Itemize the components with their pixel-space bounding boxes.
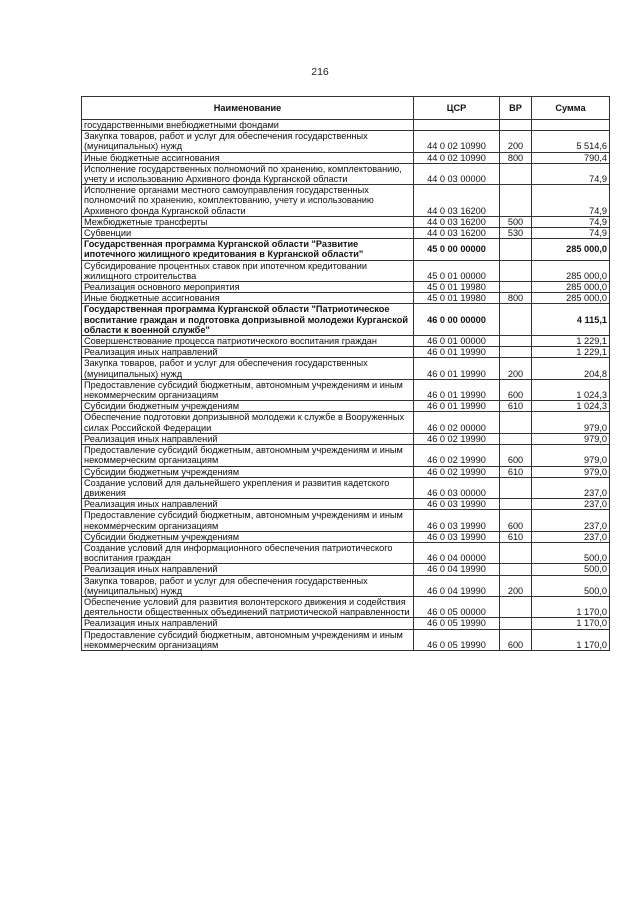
cell-sum: 74,9	[532, 185, 610, 217]
cell-vr	[500, 499, 532, 510]
cell-sum: 979,0	[532, 412, 610, 433]
cell-name: Межбюджетные трансферты	[82, 216, 414, 227]
cell-sum: 1 170,0	[532, 596, 610, 617]
cell-vr	[500, 564, 532, 575]
cell-csr: 44 0 03 16200	[414, 185, 500, 217]
cell-sum: 74,9	[532, 228, 610, 239]
cell-name: Реализация иных направлений	[82, 564, 414, 575]
table-row	[82, 185, 610, 217]
cell-sum: 1 024,3	[532, 379, 610, 400]
table-row	[82, 433, 610, 444]
cell-vr: 800	[500, 152, 532, 163]
cell-sum: 979,0	[532, 433, 610, 444]
cell-name: Иные бюджетные ассигнования	[82, 293, 414, 304]
cell-vr: 610	[500, 531, 532, 542]
table-row	[82, 152, 610, 163]
cell-vr: 610	[500, 466, 532, 477]
table-row	[82, 379, 610, 400]
table-row	[82, 466, 610, 477]
cell-name: Субсидирование процентных ставок при ипотечном кредитовании жилищного строительства	[82, 260, 414, 281]
table-row	[82, 564, 610, 575]
cell-csr: 46 0 01 19990	[414, 358, 500, 379]
table-row	[82, 358, 610, 379]
cell-vr	[500, 260, 532, 281]
cell-csr: 46 0 04 00000	[414, 542, 500, 563]
cell-vr	[500, 239, 532, 260]
cell-name: Закупка товаров, работ и услуг для обеспечения государственных (муниципальных) нужд	[82, 358, 414, 379]
header-csr: ЦСР	[414, 97, 500, 120]
table-row	[82, 120, 610, 131]
cell-name: Исполнение государственных полномочий по хранению, комплектованию, учету и использованию Архивного фонда Курганской области	[82, 163, 414, 184]
page-number: 216	[311, 66, 329, 78]
cell-csr: 46 0 02 19990	[414, 445, 500, 466]
cell-vr: 600	[500, 629, 532, 650]
cell-sum: 1 229,1	[532, 336, 610, 347]
cell-csr: 46 0 02 00000	[414, 412, 500, 433]
cell-name: Обеспечение подготовки допризывной молодежи к службе в Вооруженных силах Российской Федерации	[82, 412, 414, 433]
cell-vr	[500, 477, 532, 498]
cell-name: Создание условий для информационного обеспечения патриотического воспитания граждан	[82, 542, 414, 563]
header-name: Наименование	[82, 97, 414, 120]
cell-sum: 790,4	[532, 152, 610, 163]
cell-csr: 45 0 01 00000	[414, 260, 500, 281]
cell-csr: 46 0 02 19990	[414, 433, 500, 444]
cell-vr	[500, 412, 532, 433]
cell-csr: 46 0 03 19990	[414, 510, 500, 531]
cell-csr: 46 0 04 19990	[414, 575, 500, 596]
table-row	[82, 216, 610, 227]
cell-vr: 600	[500, 379, 532, 400]
cell-sum: 204,8	[532, 358, 610, 379]
table-row	[82, 618, 610, 629]
cell-vr: 610	[500, 401, 532, 412]
table-row	[82, 445, 610, 466]
cell-name: Реализация основного мероприятия	[82, 282, 414, 293]
cell-csr: 46 0 01 19990	[414, 401, 500, 412]
cell-csr: 46 0 01 19990	[414, 347, 500, 358]
cell-vr	[500, 282, 532, 293]
cell-vr	[500, 163, 532, 184]
cell-vr: 200	[500, 575, 532, 596]
cell-sum: 74,9	[532, 216, 610, 227]
cell-name: Предоставление субсидий бюджетным, автономным учреждениям и иным некоммерческим организациям	[82, 629, 414, 650]
table-body	[82, 120, 610, 651]
table-header-row	[82, 97, 610, 120]
table-row	[82, 596, 610, 617]
table-row	[82, 401, 610, 412]
cell-name: Закупка товаров, работ и услуг для обеспечения государственных (муниципальных) нужд	[82, 131, 414, 152]
cell-name: Совершенствование процесса патриотического воспитания граждан	[82, 336, 414, 347]
table-row	[82, 510, 610, 531]
cell-sum: 979,0	[532, 466, 610, 477]
cell-name: Закупка товаров, работ и услуг для обеспечения государственных (муниципальных) нужд	[82, 575, 414, 596]
cell-sum: 237,0	[532, 477, 610, 498]
table-row	[82, 304, 610, 336]
cell-vr	[500, 120, 532, 131]
cell-sum: 285 000,0	[532, 282, 610, 293]
cell-sum: 5 514,6	[532, 131, 610, 152]
cell-name: Предоставление субсидий бюджетным, автономным учреждениям и иным некоммерческим организациям	[82, 379, 414, 400]
table-row	[82, 531, 610, 542]
cell-name: Реализация иных направлений	[82, 499, 414, 510]
cell-sum: 1 024,3	[532, 401, 610, 412]
cell-vr	[500, 596, 532, 617]
cell-name: Предоставление субсидий бюджетным, автономным учреждениям и иным некоммерческим организациям	[82, 510, 414, 531]
table-row	[82, 629, 610, 650]
cell-sum: 285 000,0	[532, 239, 610, 260]
cell-sum: 1 170,0	[532, 629, 610, 650]
cell-csr: 46 0 03 00000	[414, 477, 500, 498]
cell-name: Создание условий для дальнейшего укрепления и развития кадетского движения	[82, 477, 414, 498]
cell-name: Реализация иных направлений	[82, 347, 414, 358]
cell-sum: 237,0	[532, 531, 610, 542]
cell-csr	[414, 120, 500, 131]
table-row	[82, 412, 610, 433]
table-row	[82, 239, 610, 260]
cell-sum: 500,0	[532, 542, 610, 563]
table-row	[82, 336, 610, 347]
cell-name: Иные бюджетные ассигнования	[82, 152, 414, 163]
cell-csr: 46 0 01 00000	[414, 336, 500, 347]
cell-csr: 45 0 01 19980	[414, 282, 500, 293]
cell-sum: 4 115,1	[532, 304, 610, 336]
cell-csr: 46 0 03 19990	[414, 531, 500, 542]
cell-csr: 46 0 05 19990	[414, 629, 500, 650]
cell-name: Государственная программа Курганской области "Патриотическое воспитание граждан и подготовка допризывной молодежи Курганской области к военной службе"	[82, 304, 414, 336]
table-row	[82, 499, 610, 510]
cell-sum: 285 000,0	[532, 293, 610, 304]
cell-csr: 46 0 02 19990	[414, 466, 500, 477]
cell-vr: 530	[500, 228, 532, 239]
cell-vr	[500, 185, 532, 217]
cell-csr: 46 0 05 00000	[414, 596, 500, 617]
cell-csr: 44 0 02 10990	[414, 131, 500, 152]
cell-vr: 600	[500, 445, 532, 466]
cell-csr: 46 0 05 19990	[414, 618, 500, 629]
cell-name: Субсидии бюджетным учреждениям	[82, 531, 414, 542]
cell-vr	[500, 304, 532, 336]
table-row	[82, 282, 610, 293]
cell-vr: 600	[500, 510, 532, 531]
cell-csr: 46 0 04 19990	[414, 564, 500, 575]
cell-name: Субсидии бюджетным учреждениям	[82, 466, 414, 477]
table-row	[82, 477, 610, 498]
cell-sum: 1 229,1	[532, 347, 610, 358]
cell-csr: 46 0 01 19990	[414, 379, 500, 400]
table-row	[82, 347, 610, 358]
cell-sum: 1 170,0	[532, 618, 610, 629]
header-vr: ВР	[500, 97, 532, 120]
cell-name: Государственная программа Курганской области "Развитие ипотечного жилищного кредитования в Курганской области"	[82, 239, 414, 260]
cell-sum: 285 000,0	[532, 260, 610, 281]
budget-table	[81, 96, 610, 651]
table-row	[82, 131, 610, 152]
cell-vr	[500, 336, 532, 347]
cell-csr: 44 0 02 10990	[414, 152, 500, 163]
table-row	[82, 575, 610, 596]
cell-name: Субвенции	[82, 228, 414, 239]
header-sum: Сумма	[532, 97, 610, 120]
table-row	[82, 228, 610, 239]
cell-name: Предоставление субсидий бюджетным, автономным учреждениям и иным некоммерческим организациям	[82, 445, 414, 466]
table-row	[82, 163, 610, 184]
cell-vr	[500, 433, 532, 444]
cell-sum: 237,0	[532, 499, 610, 510]
cell-vr	[500, 618, 532, 629]
cell-name: Реализация иных направлений	[82, 618, 414, 629]
cell-name: Реализация иных направлений	[82, 433, 414, 444]
cell-vr: 800	[500, 293, 532, 304]
cell-sum: 74,9	[532, 163, 610, 184]
cell-vr: 200	[500, 358, 532, 379]
cell-vr	[500, 542, 532, 563]
cell-csr: 46 0 00 00000	[414, 304, 500, 336]
cell-sum: 237,0	[532, 510, 610, 531]
table-row	[82, 293, 610, 304]
cell-csr: 45 0 01 19980	[414, 293, 500, 304]
cell-name: Обеспечение условий для развития волонтерского движения и содействия деятельности общественных объединений патриотической направленности	[82, 596, 414, 617]
cell-vr: 500	[500, 216, 532, 227]
cell-csr: 44 0 03 16200	[414, 228, 500, 239]
cell-sum: 979,0	[532, 445, 610, 466]
cell-sum: 500,0	[532, 564, 610, 575]
cell-sum: 500,0	[532, 575, 610, 596]
table-row	[82, 542, 610, 563]
cell-sum	[532, 120, 610, 131]
table-row	[82, 260, 610, 281]
cell-csr: 45 0 00 00000	[414, 239, 500, 260]
cell-csr: 44 0 03 16200	[414, 216, 500, 227]
cell-csr: 44 0 03 00000	[414, 163, 500, 184]
cell-name: Субсидии бюджетным учреждениям	[82, 401, 414, 412]
cell-name: Исполнение органами местного самоуправления государственных полномочий по хранению, комплектованию, учету и использованию Архивного фонда Курганской области	[82, 185, 414, 217]
cell-vr	[500, 347, 532, 358]
cell-vr: 200	[500, 131, 532, 152]
cell-csr: 46 0 03 19990	[414, 499, 500, 510]
cell-name: государственными внебюджетными фондами	[82, 120, 414, 131]
